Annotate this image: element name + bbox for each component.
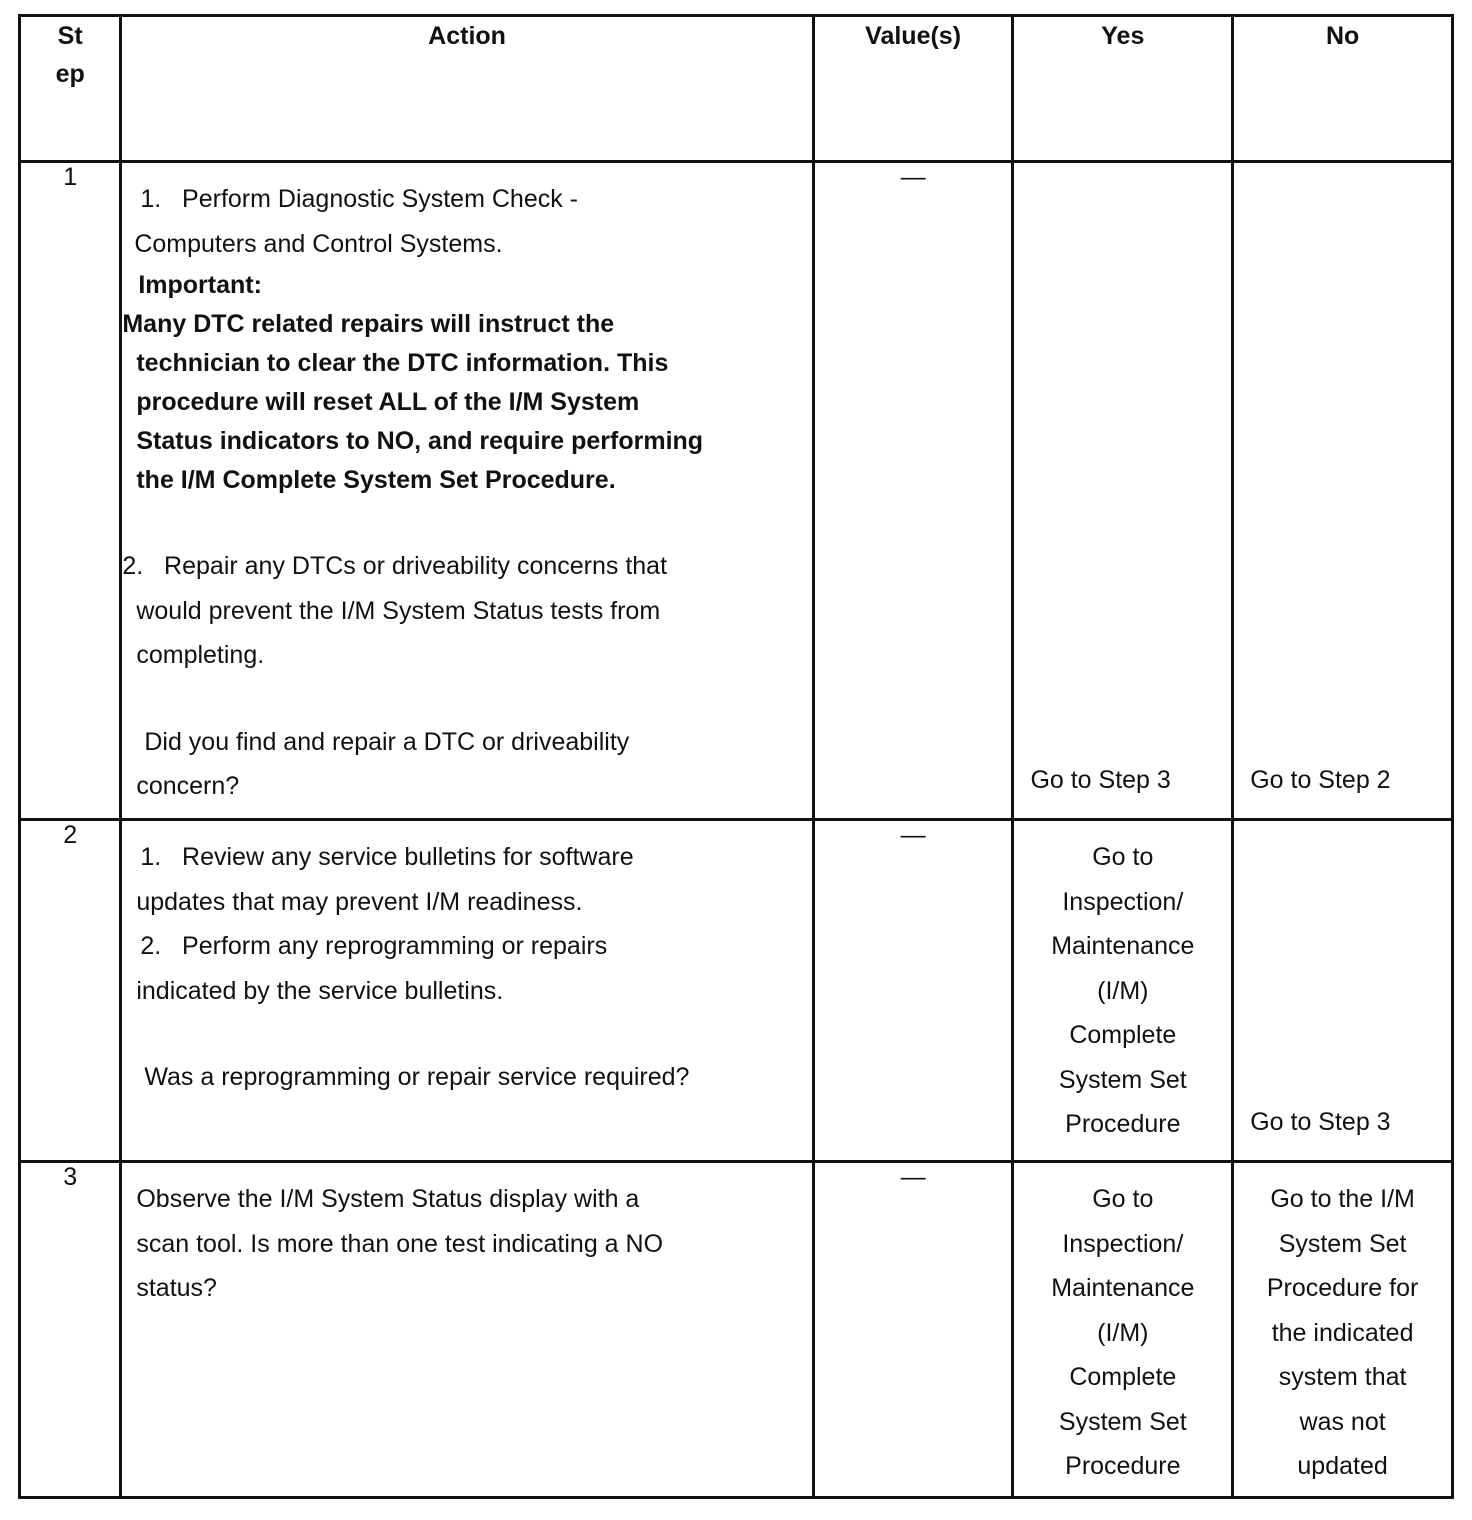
header-row: [20, 16, 1453, 162]
item-number: 1.: [140, 185, 162, 213]
no-cell: [1233, 820, 1453, 1162]
action-text: Perform Diagnostic System Check -: [182, 185, 578, 213]
question-text: concern?: [136, 772, 240, 800]
item-number: 1.: [140, 843, 162, 871]
goto-link[interactable]: Go to the I/M System Set Procedure for the indicated system that was not updated: [1266, 1185, 1419, 1480]
action-text: Computers and Control Systems.: [134, 229, 503, 258]
value-cell: —: [813, 1162, 1013, 1498]
goto-link[interactable]: Go to Inspection/ Maintenance (I/M) Complete System Set Procedure: [1051, 1185, 1195, 1480]
no-cell: [1233, 1162, 1453, 1498]
action-text: completing.: [136, 641, 265, 669]
step-number: 2: [20, 820, 121, 1162]
action-text: would prevent the I/M System Status tests from: [136, 596, 661, 625]
important-label: Important:: [138, 271, 262, 299]
item-number: 2.: [122, 552, 144, 580]
goto-link[interactable]: Go to Step 2: [1250, 765, 1391, 794]
important-text: technician to clear the DTC information. This: [136, 349, 669, 377]
important-text: Status indicators to NO, and require performing: [136, 427, 704, 455]
action-text: status?: [136, 1274, 217, 1302]
action-text: Repair any DTCs or driveability concerns that: [164, 552, 668, 580]
important-text: the I/M Complete System Set Procedure.: [136, 466, 616, 494]
item-number: 2.: [140, 932, 162, 960]
header-yes: Yes: [1013, 16, 1233, 162]
action-text: Review any service bulletins for software: [182, 843, 634, 871]
important-text: procedure will reset ALL of the I/M System: [136, 388, 640, 416]
question-text: Did you find and repair a DTC or driveability: [144, 727, 630, 756]
step-number: 3: [20, 1162, 121, 1498]
step-number: 1: [20, 162, 121, 820]
goto-link[interactable]: Go to Step 3: [1030, 765, 1171, 794]
no-cell: [1233, 162, 1453, 820]
diagnostic-table: [18, 14, 1454, 1499]
value-cell: —: [813, 820, 1013, 1162]
yes-cell: [1013, 1162, 1233, 1498]
important-text: Many DTC related repairs will instruct the: [122, 310, 615, 338]
header-step: St ep: [20, 16, 121, 162]
goto-link[interactable]: Go to Inspection/ Maintenance (I/M) Complete System Set Procedure: [1051, 843, 1195, 1138]
yes-cell: [1013, 820, 1233, 1162]
goto-link[interactable]: Go to Step 3: [1250, 1107, 1391, 1136]
table-row: [20, 1162, 1453, 1498]
header-action: Action: [121, 16, 813, 162]
action-text: Observe the I/M System Status display with a: [136, 1185, 640, 1213]
action-cell: [121, 1162, 813, 1498]
yes-cell: [1013, 162, 1233, 820]
action-text: indicated by the service bulletins.: [136, 976, 504, 1005]
header-values: Value(s): [813, 16, 1013, 162]
action-text: scan tool. Is more than one test indicating a NO: [136, 1229, 664, 1258]
action-text: Perform any reprogramming or repairs: [182, 932, 608, 960]
question-text: Was a reprogramming or repair service required?: [144, 1063, 690, 1091]
action-text: updates that may prevent I/M readiness.: [136, 887, 583, 916]
table-row: [20, 820, 1453, 1162]
table-row: [20, 162, 1453, 820]
action-cell: [121, 820, 813, 1162]
action-cell: [121, 162, 813, 820]
value-cell: —: [813, 162, 1013, 820]
header-no: No: [1233, 16, 1453, 162]
